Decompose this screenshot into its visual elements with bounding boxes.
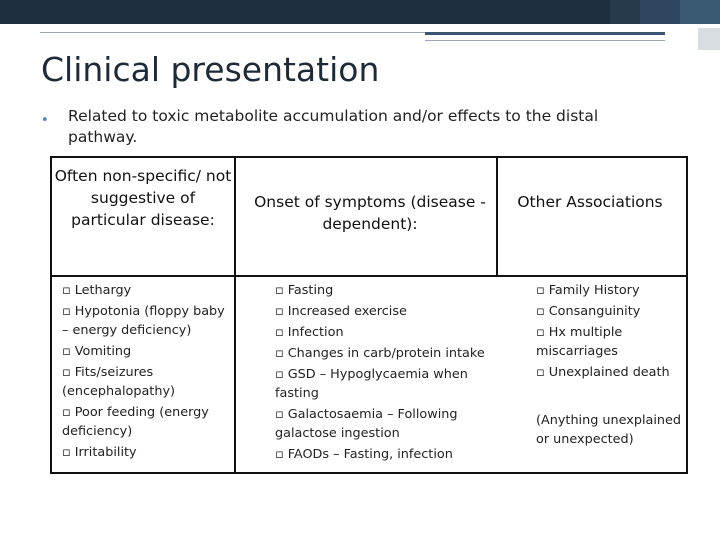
banner-segment (680, 0, 720, 24)
top-banner (0, 0, 720, 24)
table-column-divider (234, 156, 236, 474)
list-item: ▫ Poor feeding (energy deficiency) (62, 405, 209, 439)
list-item: ▫ Fasting (275, 283, 334, 298)
column-header-other: Other Associations (517, 193, 663, 211)
decor-block (698, 28, 720, 50)
list-item: ▫ FAODs – Fasting, infection (275, 447, 453, 462)
banner-segment (640, 0, 680, 24)
list-item: ▫ Unexplained death (536, 365, 670, 380)
list-item: ▫ Vomiting (62, 344, 132, 359)
list-item: ▫ Hypotonia (floppy baby – energy deficiency) (62, 304, 225, 338)
bullet-marker-icon: • (41, 113, 49, 128)
list-item: ▫ Consanguinity (536, 304, 641, 319)
decor-line (425, 40, 665, 41)
decor-line (425, 32, 665, 35)
decor-line (40, 32, 425, 33)
nonspecific-symptom-list (62, 281, 232, 464)
column-header-nonspecific: Often non-specific/ not suggestive of particular disease: (54, 167, 232, 229)
list-item: ▫ Galactosaemia – Following galactose ingestion (275, 407, 458, 441)
list-item: ▫ Lethargy (62, 283, 132, 298)
list-item: ▫ Fits/seizures (encephalopathy) (62, 365, 176, 399)
slide-bullet: Related to toxic metabolite accumulation and/or effects to the distal pathway. (68, 107, 599, 146)
slide-title: Clinical presentation (41, 50, 380, 89)
list-item: ▫ Increased exercise (275, 304, 407, 319)
banner-segment (610, 0, 640, 24)
list-item: ▫ Changes in carb/protein intake (275, 346, 485, 361)
column-header-onset: Onset of symptoms (disease -dependent): (254, 193, 486, 233)
list-item: ▫ Family History (536, 283, 640, 298)
other-associations-list (536, 281, 682, 384)
associations-note: (Anything unexplained or unexpected) (536, 413, 682, 447)
list-item: ▫ Infection (275, 325, 344, 340)
list-item: ▫ GSD – Hypoglycaemia when fasting (275, 367, 468, 401)
list-item: ▫ Hx multiple miscarriages (536, 325, 623, 359)
table-header-divider (50, 275, 688, 277)
onset-trigger-list (275, 281, 489, 466)
list-item: ▫ Irritability (62, 445, 137, 460)
